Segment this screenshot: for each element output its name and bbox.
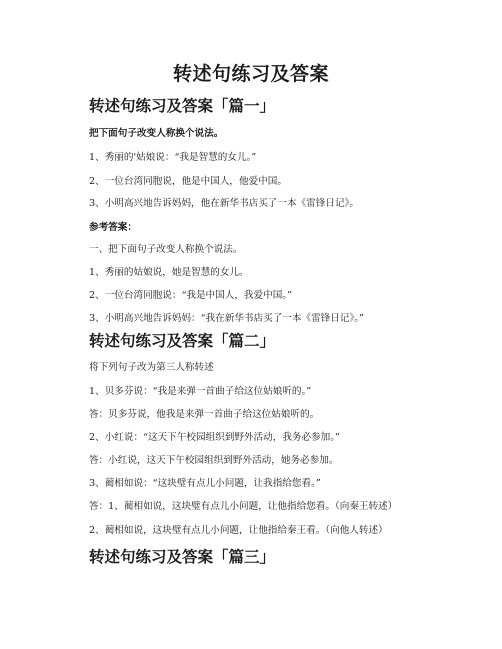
section-1-item: 3、小明高兴地告诉妈妈，他在新华书店买了一本《雷锋日记》。 xyxy=(89,198,359,209)
section-1-answer: 3、小明高兴地告诉妈妈：“我在新华书店买了一本《雷锋日记》。” xyxy=(89,313,364,324)
section-2-line: 1、贝多芬说：“我是来弹一首曲子给这位姑娘听的。” xyxy=(89,386,312,397)
section-1-answer-label: 参考答案： xyxy=(89,222,137,233)
section-2-heading: 转述句练习及答案「篇二」 xyxy=(89,332,276,350)
section-2-line: 3、蔺相如说：“这块璧有点儿小问题，让我指给您看。” xyxy=(89,478,321,489)
document-title: 转述句练习及答案 xyxy=(172,63,329,85)
section-2-line: 将下列句子改为第三人称转述 xyxy=(89,362,214,373)
section-1-answer: 一、把下面句子改变人称换个说法。 xyxy=(89,244,243,255)
section-2-line: 2、小红说：“这天下午校园组织到野外活动，我务必参加。” xyxy=(89,432,340,443)
section-2-line: 答：小红说，这天下午校园组织到野外活动，她务必参加。 xyxy=(89,455,339,466)
section-1-instruction: 把下面句子改变人称换个说法。 xyxy=(89,128,224,139)
section-2-line: 2、蔺相如说，这块璧有点儿小问题，让他指给秦王看。（向他人转述） xyxy=(89,525,388,536)
section-1-item: 1、秀丽的'姑娘说：“我是智慧的女儿。” xyxy=(89,152,257,163)
section-1-answer: 1、秀丽的姑娘说，她是智慧的女儿。 xyxy=(89,267,249,278)
section-2-line: 答：1、蔺相如说，这块璧有点儿小问题，让他指给您看。（向秦王转述） xyxy=(89,501,398,512)
section-1-heading: 转述句练习及答案「篇一」 xyxy=(89,97,276,115)
section-1-answer: 2、一位台湾同胞说：“我是中国人，我爱中国。” xyxy=(89,290,292,301)
section-2-line: 答：贝多芬说，他我是来弹一首曲子给这位姑娘听的。 xyxy=(89,409,320,420)
section-1-item: 2、一位台湾同胞说，他是中国人，他爱中国。 xyxy=(89,176,287,187)
section-3-heading: 转述句练习及答案「篇三」 xyxy=(89,548,276,566)
